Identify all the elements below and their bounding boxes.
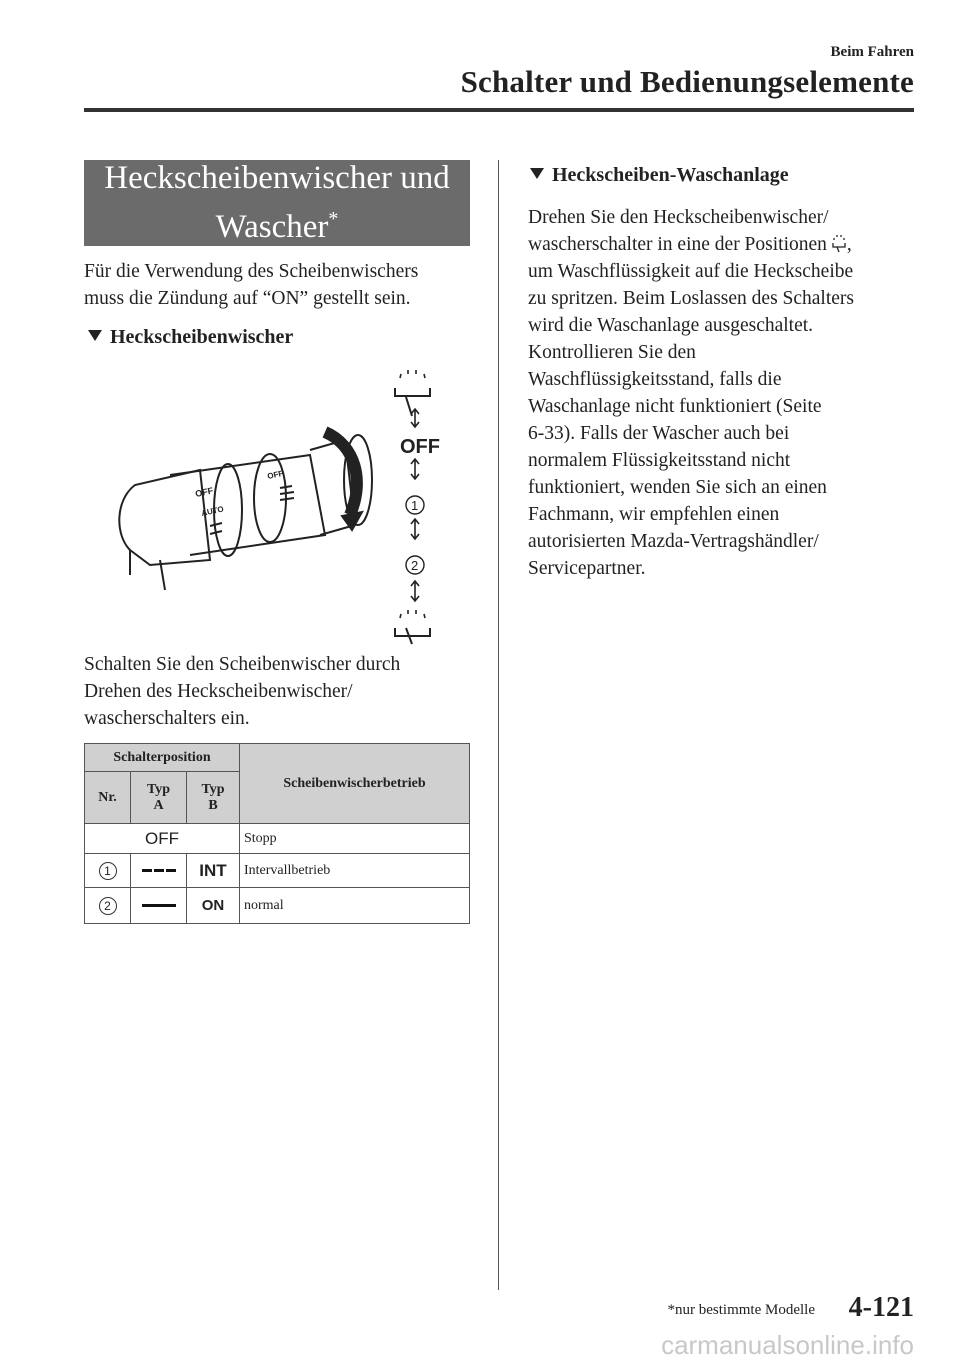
th-typ-b-2: B: [208, 797, 218, 813]
washer-line-10: normalem Flüssigkeitsstand nicht: [528, 450, 791, 471]
circle-number-2: 2: [99, 897, 117, 915]
table-row: [85, 888, 470, 924]
page-number: 4-121: [848, 1292, 914, 1323]
para-line-2: Drehen des Heckscheibenwischer/: [84, 681, 353, 702]
stalk-grip: [119, 470, 210, 565]
column-divider: [498, 160, 499, 1290]
wiper-paragraph: [84, 651, 400, 732]
th-typ-b: [187, 772, 240, 824]
subheading-washer: [530, 164, 789, 187]
cell-typ-b-on: ON: [187, 888, 240, 924]
subheading-wiper: [88, 326, 293, 349]
table-row: [85, 824, 470, 854]
cell-typ-a-int-dashes: [131, 854, 187, 888]
banner-line-2: [84, 199, 470, 248]
fig-stalk-off: OFF: [194, 485, 215, 499]
intro-line-2: muss die Zündung auf “ON” gestellt sein.: [84, 288, 411, 309]
cell-op-interval: Intervallbetrieb: [240, 854, 470, 888]
circle-number-1: 1: [99, 862, 117, 880]
cell-nr-1: [85, 854, 131, 888]
footnote: *nur bestimmte Modelle: [667, 1302, 815, 1318]
washer-icon-top: [395, 370, 430, 416]
washer-line-5: wird die Waschanlage ausgeschaltet.: [528, 315, 814, 336]
washer-line-8: Waschanlage nicht funktioniert (Seite: [528, 396, 822, 417]
washer-line-13: autorisierten Mazda-Vertragshändler/: [528, 531, 819, 552]
cell-nr-2: [85, 888, 131, 924]
section-label: Beim Fahren: [830, 44, 914, 60]
washer-line-11: funktioniert, wenden Sie sich an einen: [528, 477, 827, 498]
fig-pos-2: 2: [411, 558, 419, 573]
washer-icon-inline: [831, 234, 847, 252]
washer-line-3: um Waschflüssigkeit auf die Heckscheibe: [528, 261, 854, 282]
section-banner: [84, 160, 470, 246]
fig-stalk-off2: OFF: [266, 468, 285, 481]
fig-off-label: OFF: [400, 436, 440, 458]
washer-line-4: zu spritzen. Beim Loslassen des Schalters: [528, 288, 855, 309]
cell-op-normal: normal: [240, 888, 470, 924]
th-typ-b-1: Typ: [201, 781, 225, 797]
watermark: carmanualsonline.info: [661, 1330, 914, 1360]
th-nr: Nr.: [85, 772, 131, 824]
washer-line-12: Fachmann, wir empfehlen einen: [528, 504, 780, 525]
intro-line-1: Für die Verwendung des Scheibenwischers: [84, 261, 419, 282]
washer-comma: ,: [846, 234, 852, 255]
subheading-washer-text: Heckscheiben-Waschanlage: [552, 164, 789, 186]
th-typ-a-1: Typ: [146, 781, 171, 797]
table-row: [85, 854, 470, 888]
washer-icon-bottom: [395, 610, 430, 644]
fig-stalk-auto: AUTO: [200, 504, 225, 518]
th-switch-position: Schalterposition: [85, 744, 240, 772]
banner-line-1: Heckscheibenwischer und: [104, 160, 450, 196]
subheading-wiper-text: Heckscheibenwischer: [110, 326, 294, 348]
th-typ-a: [131, 772, 187, 824]
header-rule: [84, 108, 914, 112]
washer-line-14: Servicepartner.: [528, 558, 646, 579]
th-typ-a-2: A: [153, 797, 164, 813]
washer-line-6: Kontrollieren Sie den: [528, 342, 696, 363]
banner-word: Wascher: [215, 209, 329, 245]
triangle-bullet-icon: [88, 330, 102, 341]
fig-pos-1: 1: [411, 498, 419, 513]
para-line-1: Schalten Sie den Scheibenwischer durch: [84, 654, 401, 675]
washer-line-2: [528, 231, 854, 258]
para-line-3: wascherschalters ein.: [84, 708, 250, 729]
washer-paragraph: [528, 204, 854, 582]
washer-line-9: 6-33). Falls der Wascher auch bei: [528, 423, 790, 444]
cell-typ-b-int: INT: [187, 854, 240, 888]
th-wiper-operation: Scheibenwischerbetrieb: [240, 744, 470, 824]
banner-asterisk: *: [328, 208, 339, 230]
washer-line-7: Waschflüssigkeitsstand, falls die: [528, 369, 782, 390]
switch-position-table: [84, 743, 470, 924]
cell-op-stop: Stopp: [240, 824, 470, 854]
intro-text: [84, 258, 418, 312]
cell-typ-a-on-line: [131, 888, 187, 924]
washer-line-1: Drehen Sie den Heckscheibenwischer/: [528, 207, 829, 228]
wiper-stalk-figure: [110, 360, 460, 645]
triangle-bullet-icon: [530, 168, 544, 179]
washer-line-2-text: wascherschalter in eine der Positionen: [528, 234, 827, 255]
cell-off: OFF: [85, 824, 240, 854]
page-title: Schalter und Bedienungselemente: [460, 64, 914, 99]
